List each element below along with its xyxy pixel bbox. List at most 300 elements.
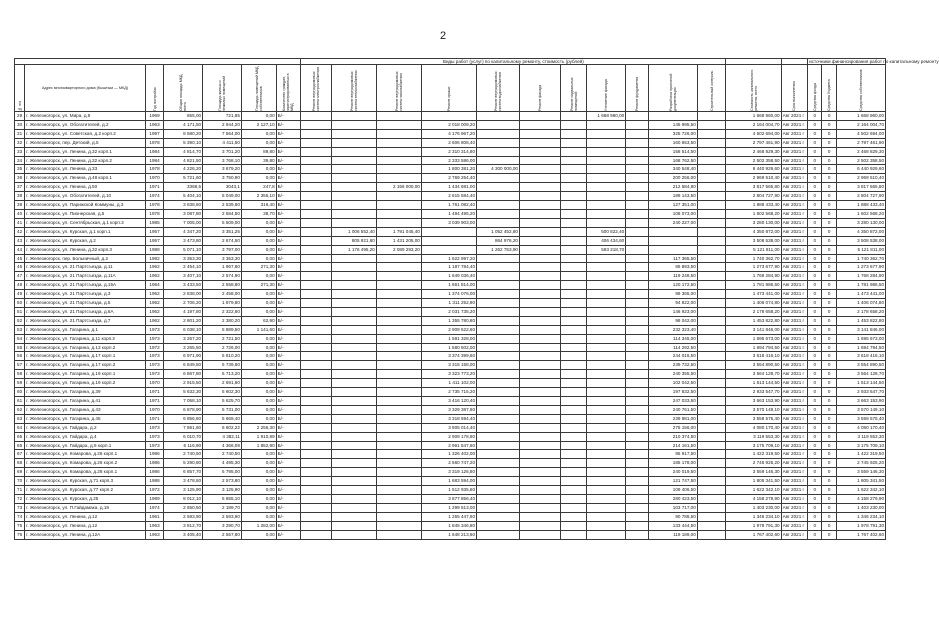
cell-total: 3 663 153,90: [726, 397, 781, 406]
funding-group-title: источники финансирования работ по капитальному ремонту: [809, 59, 939, 64]
cell-ctrl: [697, 112, 726, 121]
cell-roof: 3 319 126,80: [421, 468, 476, 477]
column-header: [726, 65, 781, 112]
cell-c3b: [626, 129, 648, 138]
table-header: [15, 59, 939, 112]
cell-proj: 99 365,00: [648, 290, 697, 299]
cell-c0: [301, 459, 332, 468]
cell-c2: [376, 334, 421, 343]
cell-f3: 2 969 510,40: [836, 174, 885, 183]
cell-c2b: [519, 254, 560, 263]
cell-f1: 0: [808, 120, 822, 129]
column-header-row: [15, 65, 886, 112]
cell-f1: 0: [808, 183, 822, 192]
cell-c2b: [519, 325, 560, 334]
cell-proj: [648, 245, 697, 254]
table-row: [15, 388, 886, 397]
cell-f3: 2 178 658,20: [836, 307, 885, 316]
cell-n: 29: [15, 112, 25, 121]
cell-roof: 1 512 935,60: [421, 486, 476, 495]
cell-c2b: [519, 281, 560, 290]
cell-owners: 271,30: [241, 263, 276, 272]
cell-c3b: [626, 325, 648, 334]
cell-c0: [301, 441, 332, 450]
cell-term: Авг 2021 г: [781, 245, 808, 254]
cell-c3: [477, 352, 520, 361]
column-header: [836, 65, 885, 112]
cell-c2b: [519, 441, 560, 450]
cell-total: 1 978 791,30: [726, 521, 781, 530]
cell-ctrl: [697, 432, 726, 441]
cell-owners: 0,00: [241, 343, 276, 352]
cell-c1: [331, 218, 376, 227]
column-header: [648, 65, 697, 112]
cell-living: 2 944,20: [203, 120, 242, 129]
cell-reg: Б/-: [276, 245, 301, 254]
cell-c3: [477, 201, 520, 210]
cell-n: 49: [15, 290, 25, 299]
cell-ctrl: [697, 512, 726, 521]
cell-c0: [301, 236, 332, 245]
cell-f3: 3 570 149,10: [836, 405, 885, 414]
cell-n: 52: [15, 316, 25, 325]
cell-term: Авг 2021 г: [781, 281, 808, 290]
cell-total: 3 817 565,80: [726, 183, 781, 192]
cell-c2b: [519, 272, 560, 281]
cell-n: 30: [15, 120, 25, 129]
cell-living: 3 679,20: [203, 165, 242, 174]
cell-c2: [376, 281, 421, 290]
cell-year: 1962: [145, 263, 163, 272]
table-row: [15, 174, 886, 183]
cell-c4: [587, 432, 626, 441]
cell-c4b: [560, 370, 587, 379]
column-header: [331, 65, 376, 112]
cell-proj: [648, 112, 697, 121]
cell-c0: [301, 486, 332, 495]
cell-f2: 0: [822, 156, 836, 165]
cell-c0: [301, 334, 332, 343]
cell-reg: Б/-: [276, 236, 301, 245]
cell-owners: 0,00: [241, 477, 276, 486]
cell-addr: г. Железногорск, ул. Гагарина, д.17 корп.2: [25, 361, 146, 370]
cell-c0: [301, 307, 332, 316]
cell-owners: 271,30: [241, 281, 276, 290]
cell-f2: 0: [822, 316, 836, 325]
column-header: [587, 65, 626, 112]
cell-c0: [301, 299, 332, 308]
cell-c3: [477, 147, 520, 156]
cell-c4b: [560, 352, 587, 361]
cell-c4b: [560, 379, 587, 388]
cell-f1: 0: [808, 334, 822, 343]
cell-area: 7 861,60: [164, 423, 203, 432]
column-header: [626, 65, 648, 112]
cell-c2b: [519, 405, 560, 414]
cell-c4b: [560, 343, 587, 352]
cell-owners: 0,00: [241, 361, 276, 370]
cell-year: 1986: [145, 459, 163, 468]
cell-c3b: [626, 397, 648, 406]
cell-roof: 1 255 447,60: [421, 512, 476, 521]
cell-area: 4 821,50: [164, 156, 203, 165]
cell-ctrl: [697, 414, 726, 423]
cell-living: 5 889,50: [203, 325, 242, 334]
cell-f3: 1 768 284,90: [836, 272, 885, 281]
cell-living: 2 726,00: [203, 343, 242, 352]
cell-n: 70: [15, 477, 25, 486]
cell-c4: [587, 192, 626, 201]
cell-c4b: [560, 441, 587, 450]
column-header-label: Ремонт подвальных помещений: [569, 77, 578, 111]
table-row: [15, 352, 886, 361]
cell-roof: 1 311 252,80: [421, 299, 476, 308]
cell-c2: [376, 397, 421, 406]
cell-term: Авг 2021 г: [781, 370, 808, 379]
cell-c2b: [519, 138, 560, 147]
cell-proj: 240 355,50: [648, 370, 697, 379]
cell-ctrl: [697, 156, 726, 165]
cell-f1: 0: [808, 281, 822, 290]
cell-c3: [477, 192, 520, 201]
cell-n: 68: [15, 459, 25, 468]
cell-c4b: [560, 254, 587, 263]
cell-c2: [376, 432, 421, 441]
column-header-label: Средства бюджета: [827, 79, 832, 111]
cell-proj: 240 019,50: [648, 468, 697, 477]
column-header: [822, 65, 836, 112]
cell-living: 2 584,50: [203, 209, 242, 218]
cell-c1: 1 006 552,40: [331, 227, 376, 236]
cell-term: Авг 2021 г: [781, 147, 808, 156]
cell-c1: [331, 138, 376, 147]
cell-proj: 240 227,00: [648, 218, 697, 227]
cell-c4: [587, 218, 626, 227]
cell-addr: г. Железногорск, ул. 21 Партсъезда, д.5: [25, 299, 146, 308]
cell-owners: 62,90: [241, 316, 276, 325]
cell-total: 1 622 342,10: [726, 486, 781, 495]
cell-c3: [477, 450, 520, 459]
cell-n: 55: [15, 343, 25, 352]
cell-c4: [587, 450, 626, 459]
cell-f2: 0: [822, 147, 836, 156]
table-row: [15, 334, 886, 343]
cell-f2: 0: [822, 361, 836, 370]
cell-proj: 114 345,00: [648, 334, 697, 343]
cell-f3: 1 740 362,70: [836, 254, 885, 263]
cell-ctrl: [697, 325, 726, 334]
cell-c3: [477, 468, 520, 477]
cell-f3: 3 663 153,90: [836, 397, 885, 406]
cell-c1: [331, 174, 376, 183]
cell-c2: [376, 112, 421, 121]
cell-reg: Б/-: [276, 459, 301, 468]
column-header-label: Площадь жилых и нежилых помещений: [217, 75, 226, 111]
cell-c2: [376, 370, 421, 379]
cell-c3: 1 052 452,80: [477, 227, 520, 236]
cell-owners: 0,00: [241, 307, 276, 316]
cell-c2: [376, 361, 421, 370]
cell-n: 72: [15, 494, 25, 503]
cell-reg: Б/-: [276, 120, 301, 129]
cell-c4: [587, 352, 626, 361]
cell-roof: 3 877 856,40: [421, 494, 476, 503]
cell-c3b: [626, 379, 648, 388]
cell-roof: 2 735 715,20: [421, 388, 476, 397]
cell-f3: 3 508 538,00: [836, 236, 885, 245]
cell-roof: 1 622 997,20: [421, 254, 476, 263]
cell-reg: Б/-: [276, 370, 301, 379]
cell-total: 1 805 341,50: [726, 477, 781, 486]
cell-c1: [331, 209, 376, 218]
cell-total: 1 602 568,20: [726, 209, 781, 218]
cell-c3b: [626, 388, 648, 397]
cell-c3b: [626, 334, 648, 343]
cell-c4b: [560, 174, 587, 183]
cell-proj: 98 042,00: [648, 316, 697, 325]
cell-c2: [376, 192, 421, 201]
cell-n: 43: [15, 236, 25, 245]
cell-addr: г. Железногорск, ул. Комарова, д.26 корп.2: [25, 459, 146, 468]
cell-term: Авг 2021 г: [781, 486, 808, 495]
cell-roof: 2 031 735,20: [421, 307, 476, 316]
cell-living: 3 290,70: [203, 521, 242, 530]
cell-f1: 0: [808, 299, 822, 308]
cell-area: 3 473,80: [164, 236, 203, 245]
cell-year: 1970: [145, 405, 163, 414]
cell-f3: 2 745 925,20: [836, 459, 885, 468]
cell-term: Авг 2021 г: [781, 494, 808, 503]
cell-area: 5 721,60: [164, 174, 203, 183]
cell-c3: [477, 138, 520, 147]
cell-proj: 119 189,00: [648, 530, 697, 539]
cell-area: 3368,5: [164, 183, 203, 192]
cell-owners: 1 852,90: [241, 441, 276, 450]
cell-c0: [301, 432, 332, 441]
cell-c2: [376, 138, 421, 147]
cell-c4: [587, 254, 626, 263]
table-row: [15, 459, 886, 468]
cell-c4: [587, 477, 626, 486]
cell-n: 35: [15, 165, 25, 174]
cell-owners: 0,00: [241, 494, 276, 503]
cell-proj: 212 584,80: [648, 183, 697, 192]
cell-n: 57: [15, 361, 25, 370]
cell-reg: Б/-: [276, 468, 301, 477]
cell-f2: 0: [822, 129, 836, 138]
cell-c3: [477, 423, 520, 432]
cell-reg: Б/-: [276, 174, 301, 183]
cell-term: Авг 2021 г: [781, 512, 808, 521]
cell-ctrl: [697, 307, 726, 316]
cell-c3b: [626, 112, 648, 121]
cell-roof: 1 326 402,00: [421, 450, 476, 459]
cell-c0: [301, 343, 332, 352]
cell-living: 2 574,90: [203, 272, 242, 281]
cell-c3b: [626, 494, 648, 503]
cell-c4: [587, 441, 626, 450]
cell-year: 1962: [145, 316, 163, 325]
cell-f2: 0: [822, 138, 836, 147]
cell-ctrl: [697, 201, 726, 210]
cell-f1: 0: [808, 388, 822, 397]
cell-total: 6 440 929,60: [726, 165, 781, 174]
cell-reg: Б/-: [276, 334, 301, 343]
cell-n: 53: [15, 325, 25, 334]
cell-f1: 0: [808, 165, 822, 174]
cell-f2: 0: [822, 379, 836, 388]
cell-f2: 0: [822, 334, 836, 343]
cell-c4b: [560, 129, 587, 138]
column-header-label: Адрес многоквартирного дома (Кыштым — МКД): [41, 85, 129, 90]
cell-c4b: [560, 227, 587, 236]
cell-term: Авг 2021 г: [781, 165, 808, 174]
cell-owners: 0,00: [241, 512, 276, 521]
cell-year: 1984: [145, 147, 163, 156]
cell-c2: 2 089 293,20: [376, 245, 421, 254]
cell-f1: 0: [808, 450, 822, 459]
cell-ctrl: [697, 343, 726, 352]
cell-c2b: [519, 112, 560, 121]
cell-f3: 1 694 794,50: [836, 343, 885, 352]
cell-c0: [301, 165, 332, 174]
cell-c3b: [626, 521, 648, 530]
cell-f1: 0: [808, 156, 822, 165]
cell-ctrl: [697, 316, 726, 325]
table-row: [15, 512, 886, 521]
cell-c0: [301, 352, 332, 361]
cell-c3: [477, 299, 520, 308]
cell-c4: [587, 397, 626, 406]
cell-ctrl: [697, 236, 726, 245]
cell-term: Авг 2021 г: [781, 521, 808, 530]
cell-area: 3 267,20: [164, 334, 203, 343]
cell-total: 2 178 658,20: [726, 307, 781, 316]
cell-roof: 3 374 399,60: [421, 352, 476, 361]
cell-c2: [376, 263, 421, 272]
cell-f3: 3 618 416,10: [836, 352, 885, 361]
cell-f3: 2 468 829,30: [836, 147, 885, 156]
cell-proj: 94 822,00: [648, 299, 697, 308]
cell-proj: 119 248,50: [648, 272, 697, 281]
cell-living: 2 558,80: [203, 281, 242, 290]
cell-c3: [477, 388, 520, 397]
cell-owners: 0,00: [241, 370, 276, 379]
cell-c3b: [626, 299, 648, 308]
cell-term: Авг 2021 г: [781, 334, 808, 343]
cell-term: Авг 2021 г: [781, 325, 808, 334]
cell-total: 2 164 004,70: [726, 120, 781, 129]
cell-area: 8 012,10: [164, 494, 203, 503]
cell-addr: г. Железногорск, ул. Гайдара, д.4: [25, 432, 146, 441]
cell-addr: г. Железногорск, ул. Ленина, д.32 корп.2: [25, 156, 146, 165]
cell-area: 6 856,60: [164, 414, 203, 423]
cell-area: 2 740,50: [164, 450, 203, 459]
cell-roof: 3 805 014,40: [421, 423, 476, 432]
cell-roof: 2 961 547,60: [421, 441, 476, 450]
cell-c4: [587, 379, 626, 388]
cell-total: 3 141 846,00: [726, 325, 781, 334]
cell-f2: 0: [822, 290, 836, 299]
table-row: [15, 201, 886, 210]
cell-c3: [477, 112, 520, 121]
cell-c1: [331, 156, 376, 165]
cell-reg: Б/-: [276, 316, 301, 325]
cell-owners: 316,40: [241, 201, 276, 210]
cell-c1: [331, 254, 376, 263]
cell-n: 63: [15, 414, 25, 423]
cell-roof: 3 329 387,60: [421, 405, 476, 414]
cell-total: 3 570 149,10: [726, 405, 781, 414]
column-header: [519, 65, 560, 112]
cell-addr: г. Железногорск, ул. Гагарина, д.11 корп.2: [25, 334, 146, 343]
cell-c3b: [626, 290, 648, 299]
cell-c0: [301, 112, 332, 121]
cell-n: 56: [15, 352, 25, 361]
cell-c1: [331, 494, 376, 503]
cell-proj: 247 033,50: [648, 397, 697, 406]
cell-c4: [587, 459, 626, 468]
table-row: [15, 316, 886, 325]
cell-c4b: [560, 290, 587, 299]
cell-c0: [301, 263, 332, 272]
cell-f3: 4 350 872,00: [836, 227, 885, 236]
cell-f3: 1 668 960,00: [836, 112, 885, 121]
cell-year: 1957: [145, 227, 163, 236]
cell-term: Авг 2021 г: [781, 503, 808, 512]
cell-reg: Б/-: [276, 147, 301, 156]
cell-c2: [376, 174, 421, 183]
cell-year: 1964: [145, 281, 163, 290]
cell-term: Авг 2021 г: [781, 441, 808, 450]
cell-area: 3 812,70: [164, 521, 203, 530]
cell-reg: Б/-: [276, 183, 301, 192]
cell-reg: Б/-: [276, 281, 301, 290]
cell-reg: Б/-: [276, 263, 301, 272]
cell-f1: 0: [808, 379, 822, 388]
cell-addr: г. Железногорск, ул. Ленина, д.32 корп.1: [25, 147, 146, 156]
cell-c4: [587, 405, 626, 414]
cell-c4: [587, 343, 626, 352]
cell-area: 2 454,10: [164, 263, 203, 272]
cell-c3: [477, 503, 520, 512]
cell-ctrl: [697, 245, 726, 254]
cell-c1: [331, 530, 376, 539]
column-header: [808, 65, 822, 112]
cell-c3b: [626, 254, 648, 263]
cell-c1: [331, 147, 376, 156]
cell-n: 37: [15, 183, 25, 192]
cell-c2: [376, 147, 421, 156]
cell-f2: 0: [822, 218, 836, 227]
cell-ctrl: [697, 129, 726, 138]
cell-c3: [477, 405, 520, 414]
cell-f1: 0: [808, 272, 822, 281]
cell-f1: 0: [808, 459, 822, 468]
cell-c2: [376, 218, 421, 227]
table-row: [15, 432, 886, 441]
cell-c4b: [560, 209, 587, 218]
cell-living: 4 382,11: [203, 432, 242, 441]
cell-year: 1962: [145, 299, 163, 308]
cell-addr: г. Железногорск, ул. П.Гайдамака, д.19: [25, 503, 146, 512]
column-header: [145, 65, 163, 112]
cell-f1: 0: [808, 325, 822, 334]
cell-f3: 4 158 279,90: [836, 494, 885, 503]
cell-n: 40: [15, 209, 25, 218]
cell-c0: [301, 414, 332, 423]
cell-f1: 0: [808, 129, 822, 138]
